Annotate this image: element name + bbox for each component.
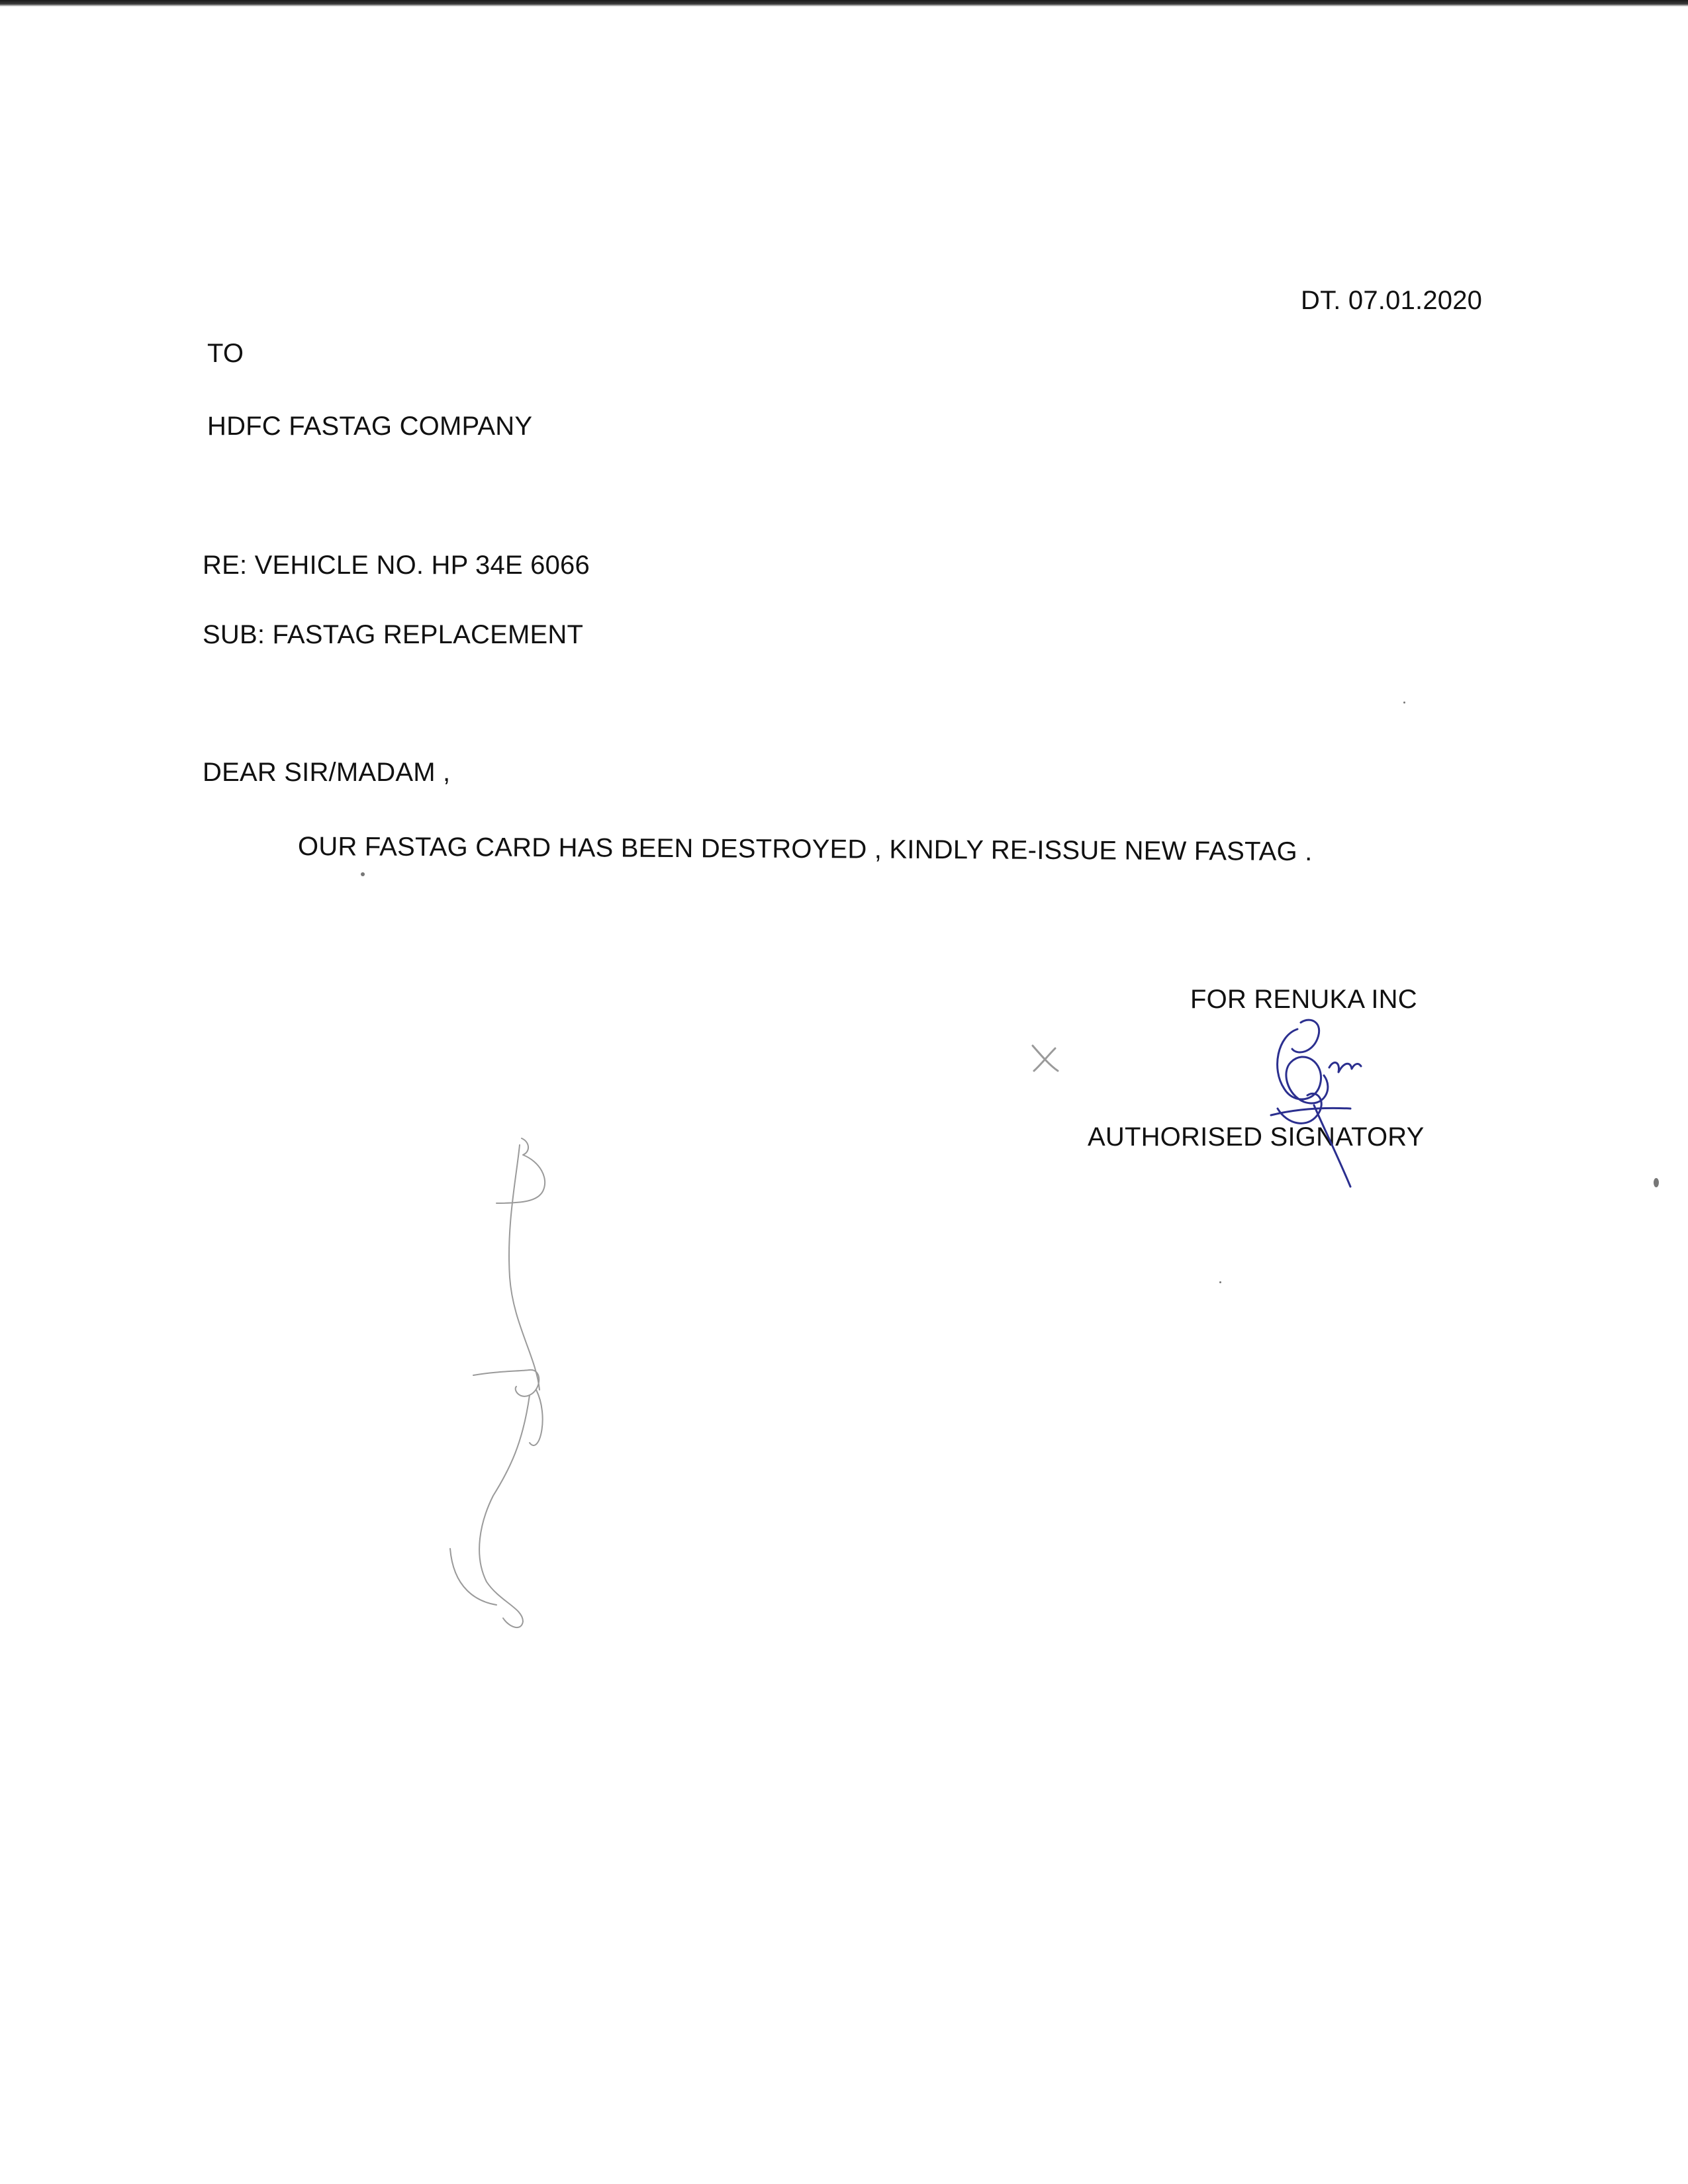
signatory-title: AUTHORISED SIGNATORY	[1088, 1122, 1425, 1152]
closing-company: FOR RENUKA INC	[1190, 985, 1417, 1014]
addressee: HDFC FASTAG COMPANY	[207, 412, 533, 441]
scan-top-edge	[0, 0, 1688, 7]
scan-speck	[1219, 1281, 1221, 1283]
scan-speck	[1654, 1178, 1659, 1187]
reference-line: RE: VEHICLE NO. HP 34E 6066	[203, 551, 590, 580]
pencil-scribble-icon	[424, 1125, 583, 1641]
scan-speck	[1403, 702, 1405, 704]
salutation: DEAR SIR/MADAM ,	[203, 758, 451, 787]
to-label: TO	[207, 339, 244, 368]
scan-speck	[361, 872, 365, 876]
signature-icon	[1251, 1009, 1397, 1195]
letter-body: OUR FASTAG CARD HAS BEEN DESTROYED , KINDLY RE-ISSUE NEW FASTAG .	[297, 832, 1313, 867]
subject-line: SUB: FASTAG REPLACEMENT	[203, 620, 584, 649]
letter-date: DT. 07.01.2020	[1301, 286, 1483, 315]
x-mark-icon	[1025, 1039, 1064, 1079]
